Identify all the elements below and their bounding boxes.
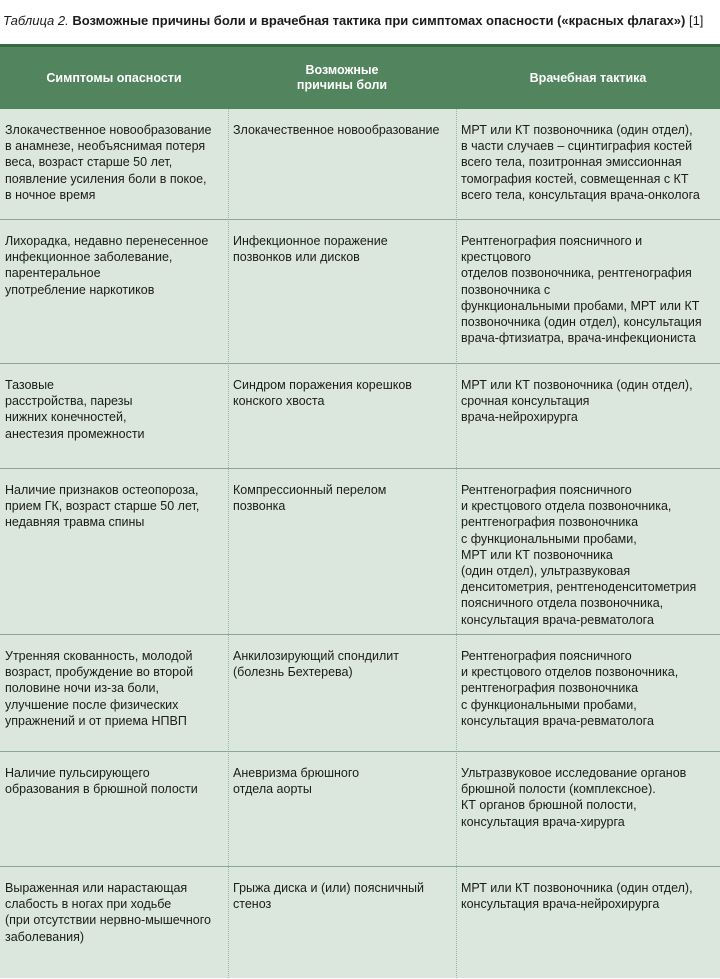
cell-tactics: Рентгенография поясничного и крестцового отделов позвоночника, рентгенография позвоночника с функциональными пробами, консультация врача-ревматолога bbox=[461, 649, 679, 728]
table-row bbox=[0, 363, 720, 468]
red-flags-table bbox=[0, 44, 720, 978]
cell-symptoms: Выраженная или нарастающая слабость в ногах при ходьбе (при отсутствии нервно-мышечного заболевания) bbox=[5, 881, 211, 944]
cell-tactics: МРТ или КТ позвоночника (один отдел), консультация врача-нейрохирурга bbox=[461, 881, 693, 912]
cell-tactics: МРТ или КТ позвоночника (один отдел), срочная консультация врача-нейрохирурга bbox=[461, 378, 693, 425]
cell-symptoms: Утренняя скованность, молодой возраст, пробуждение во второй половине ночи из-за боли, улучшение после физических упражнений и от приема НПВП bbox=[5, 649, 194, 728]
cell-symptoms: Наличие признаков остеопороза, прием ГК, возраст старше 50 лет, недавняя травма спины bbox=[5, 483, 200, 530]
cell-tactics: Ультразвуковое исследование органов брюшной полости (комплексное). КТ органов брюшной полости, консультация врача-хирурга bbox=[461, 766, 687, 829]
header-tactics bbox=[456, 47, 720, 109]
cell-causes: Грыжа диска и (или) поясничный стеноз bbox=[233, 881, 425, 912]
header-symptoms-line: Симптомы опасности bbox=[46, 70, 182, 85]
cell-tactics: МРТ или КТ позвоночника (один отдел), в части случаев – сцинтиграфия костей всего тела, позитронная эмиссионная томография костей, совмещенная с КТ всего тела, консультация врача-онколога bbox=[461, 123, 700, 202]
caption-title: Возможные причины боли и врачебная тактика при симптомах опасности («красных флагах») bbox=[72, 13, 686, 28]
table-row bbox=[0, 109, 720, 219]
header-causes bbox=[228, 47, 456, 109]
cell-symptoms: Злокачественное новообразование в анамнезе, необъяснимая потеря веса, возраст старше 50 лет, появление усиления боли в покое, в ночное время bbox=[5, 123, 212, 202]
caption-reference: [1] bbox=[688, 13, 704, 28]
cell-symptoms: Лихорадка, недавно перенесенное инфекционное заболевание, парентеральное употребление наркотиков bbox=[5, 234, 209, 297]
table-row bbox=[0, 634, 720, 751]
cell-symptoms: Тазовые расстройства, парезы нижних конечностей, анестезия промежности bbox=[5, 378, 145, 441]
cell-causes: Синдром поражения корешков конского хвоста bbox=[233, 378, 412, 409]
cell-symptoms: Наличие пульсирующего образования в брюшной полости bbox=[5, 766, 198, 797]
header-symptoms bbox=[0, 47, 228, 109]
table-row bbox=[0, 751, 720, 866]
table-header bbox=[0, 47, 720, 109]
cell-causes: Анкилозирующий спондилит (болезнь Бехтерева) bbox=[233, 649, 399, 680]
header-causes-line-2: причины боли bbox=[296, 78, 388, 92]
cell-causes: Инфекционное поражение позвонков или дисков bbox=[233, 234, 388, 265]
cell-tactics: Рентгенография поясничного и крестцового отделов позвоночника, рентгенография позвоночника с функциональными пробами, МРТ или КТ позвоночника (один отдел), консультация врача-фтизиатра, врача-инфекциониста bbox=[461, 234, 702, 346]
table-row bbox=[0, 866, 720, 974]
cell-causes: Злокачественное новообразование bbox=[233, 123, 440, 137]
header-causes-line-1: Возможные bbox=[305, 63, 379, 77]
table-row bbox=[0, 219, 720, 363]
table-caption bbox=[3, 13, 717, 29]
header-tactics-line: Врачебная тактика bbox=[529, 70, 647, 85]
cell-causes: Аневризма брюшного отдела аорты bbox=[233, 766, 360, 797]
table-row bbox=[0, 468, 720, 634]
cell-causes: Компрессионный перелом позвонка bbox=[233, 483, 387, 514]
caption-label: Таблица 2. bbox=[3, 13, 69, 28]
cell-tactics: Рентгенография поясничного и крестцового отдела позвоночника, рентгенография позвоночника с функциональными пробами, МРТ или КТ позвоночника (один отдел), ультразвуковая денситометрия, рентгеноденситометрия поясничного отдела позвоночника, консультация врача-ревматолога bbox=[461, 483, 697, 627]
